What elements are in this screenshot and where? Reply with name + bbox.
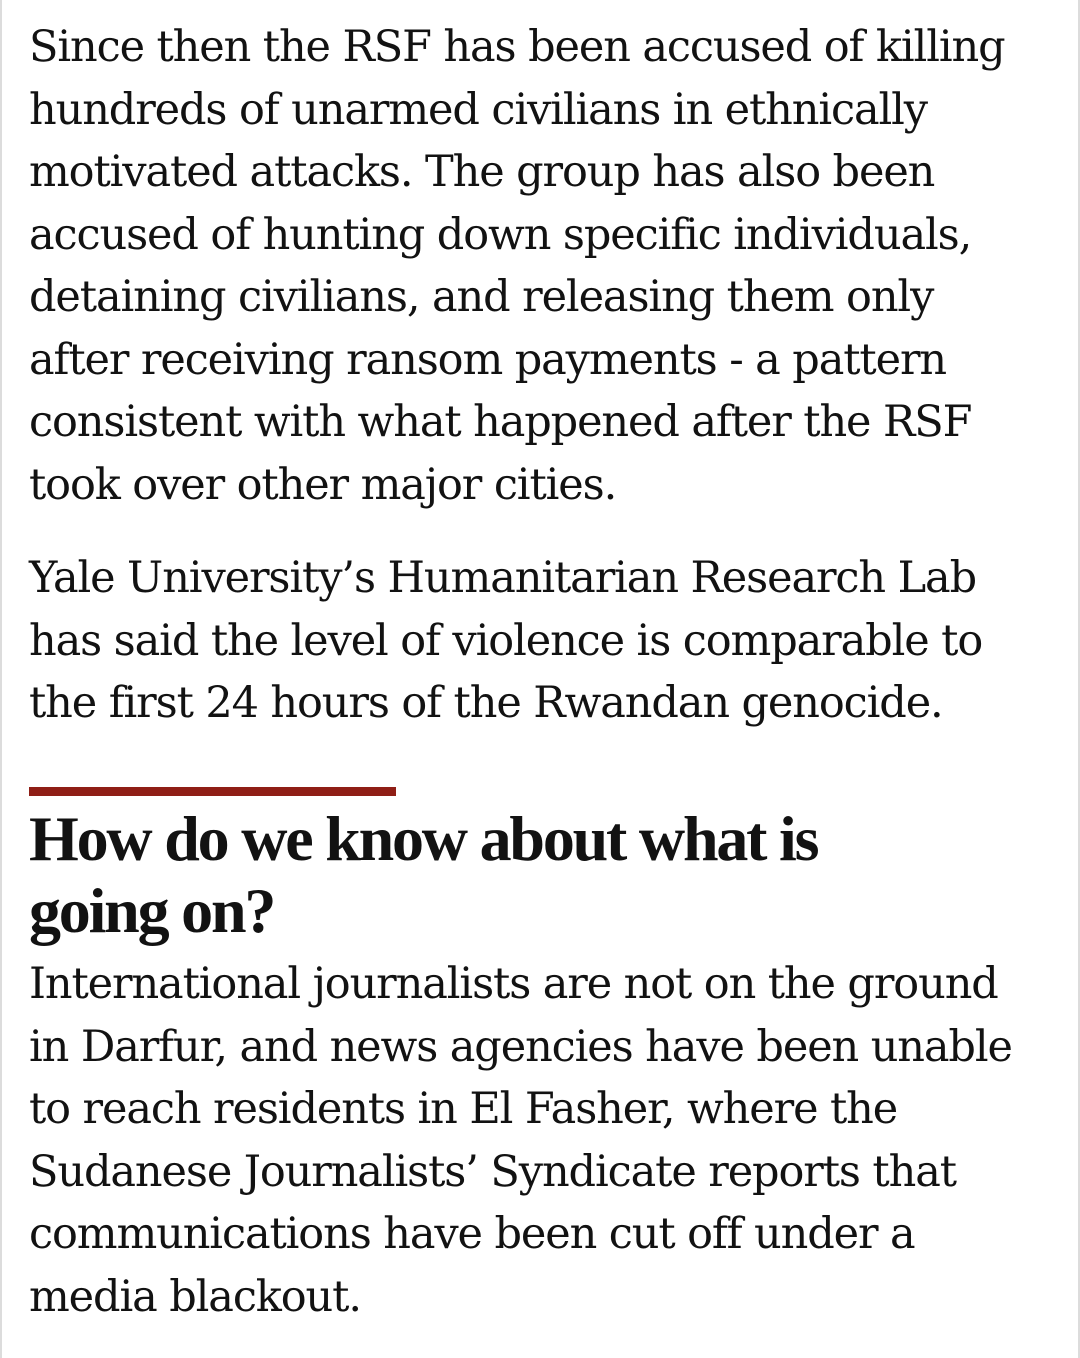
heading-line: How do we know about what is: [29, 803, 818, 874]
paragraph-line: media blackout.: [29, 1271, 361, 1322]
paragraph-line: Since then the RSF has been accused of killing: [29, 22, 1005, 72]
paragraph-line: accused of hunting down specific individuals,: [29, 209, 972, 260]
paragraph-line: to reach residents in El Fasher, where the: [29, 1084, 898, 1134]
paragraph-line: communications have been cut off under a: [29, 1209, 915, 1259]
paragraph-line: hundreds of unarmed civilians in ethnically: [29, 84, 927, 135]
article-paragraph: [29, 547, 1029, 735]
paragraph-line: took over other major cities.: [29, 459, 617, 510]
paragraph-line: International journalists are not on the ground: [29, 959, 998, 1009]
paragraph-line: after receiving ransom payments - a pattern: [29, 334, 947, 385]
paragraph-line: in Darfur, and news agencies have been unable: [29, 1021, 1012, 1072]
paragraph-line: has said the level of violence is comparable to: [29, 615, 983, 666]
paragraph-line: motivated attacks. The group has also been: [29, 147, 935, 197]
article-paragraph: [29, 953, 1029, 1328]
paragraph-line: Sudanese Journalists’ Syndicate reports that: [29, 1146, 956, 1197]
article-paragraph: [29, 16, 1029, 516]
paragraph-line: consistent with what happened after the RSF: [29, 397, 972, 447]
section-divider-rule: [29, 787, 396, 796]
paragraph-line: detaining civilians, and releasing them only: [29, 272, 934, 322]
heading-line: going on?: [29, 875, 275, 946]
paragraph-line: Yale University’s Humanitarian Research Lab: [29, 553, 976, 603]
paragraph-line: the first 24 hours of the Rwandan genocide.: [29, 678, 943, 728]
section-heading: [29, 803, 1029, 947]
